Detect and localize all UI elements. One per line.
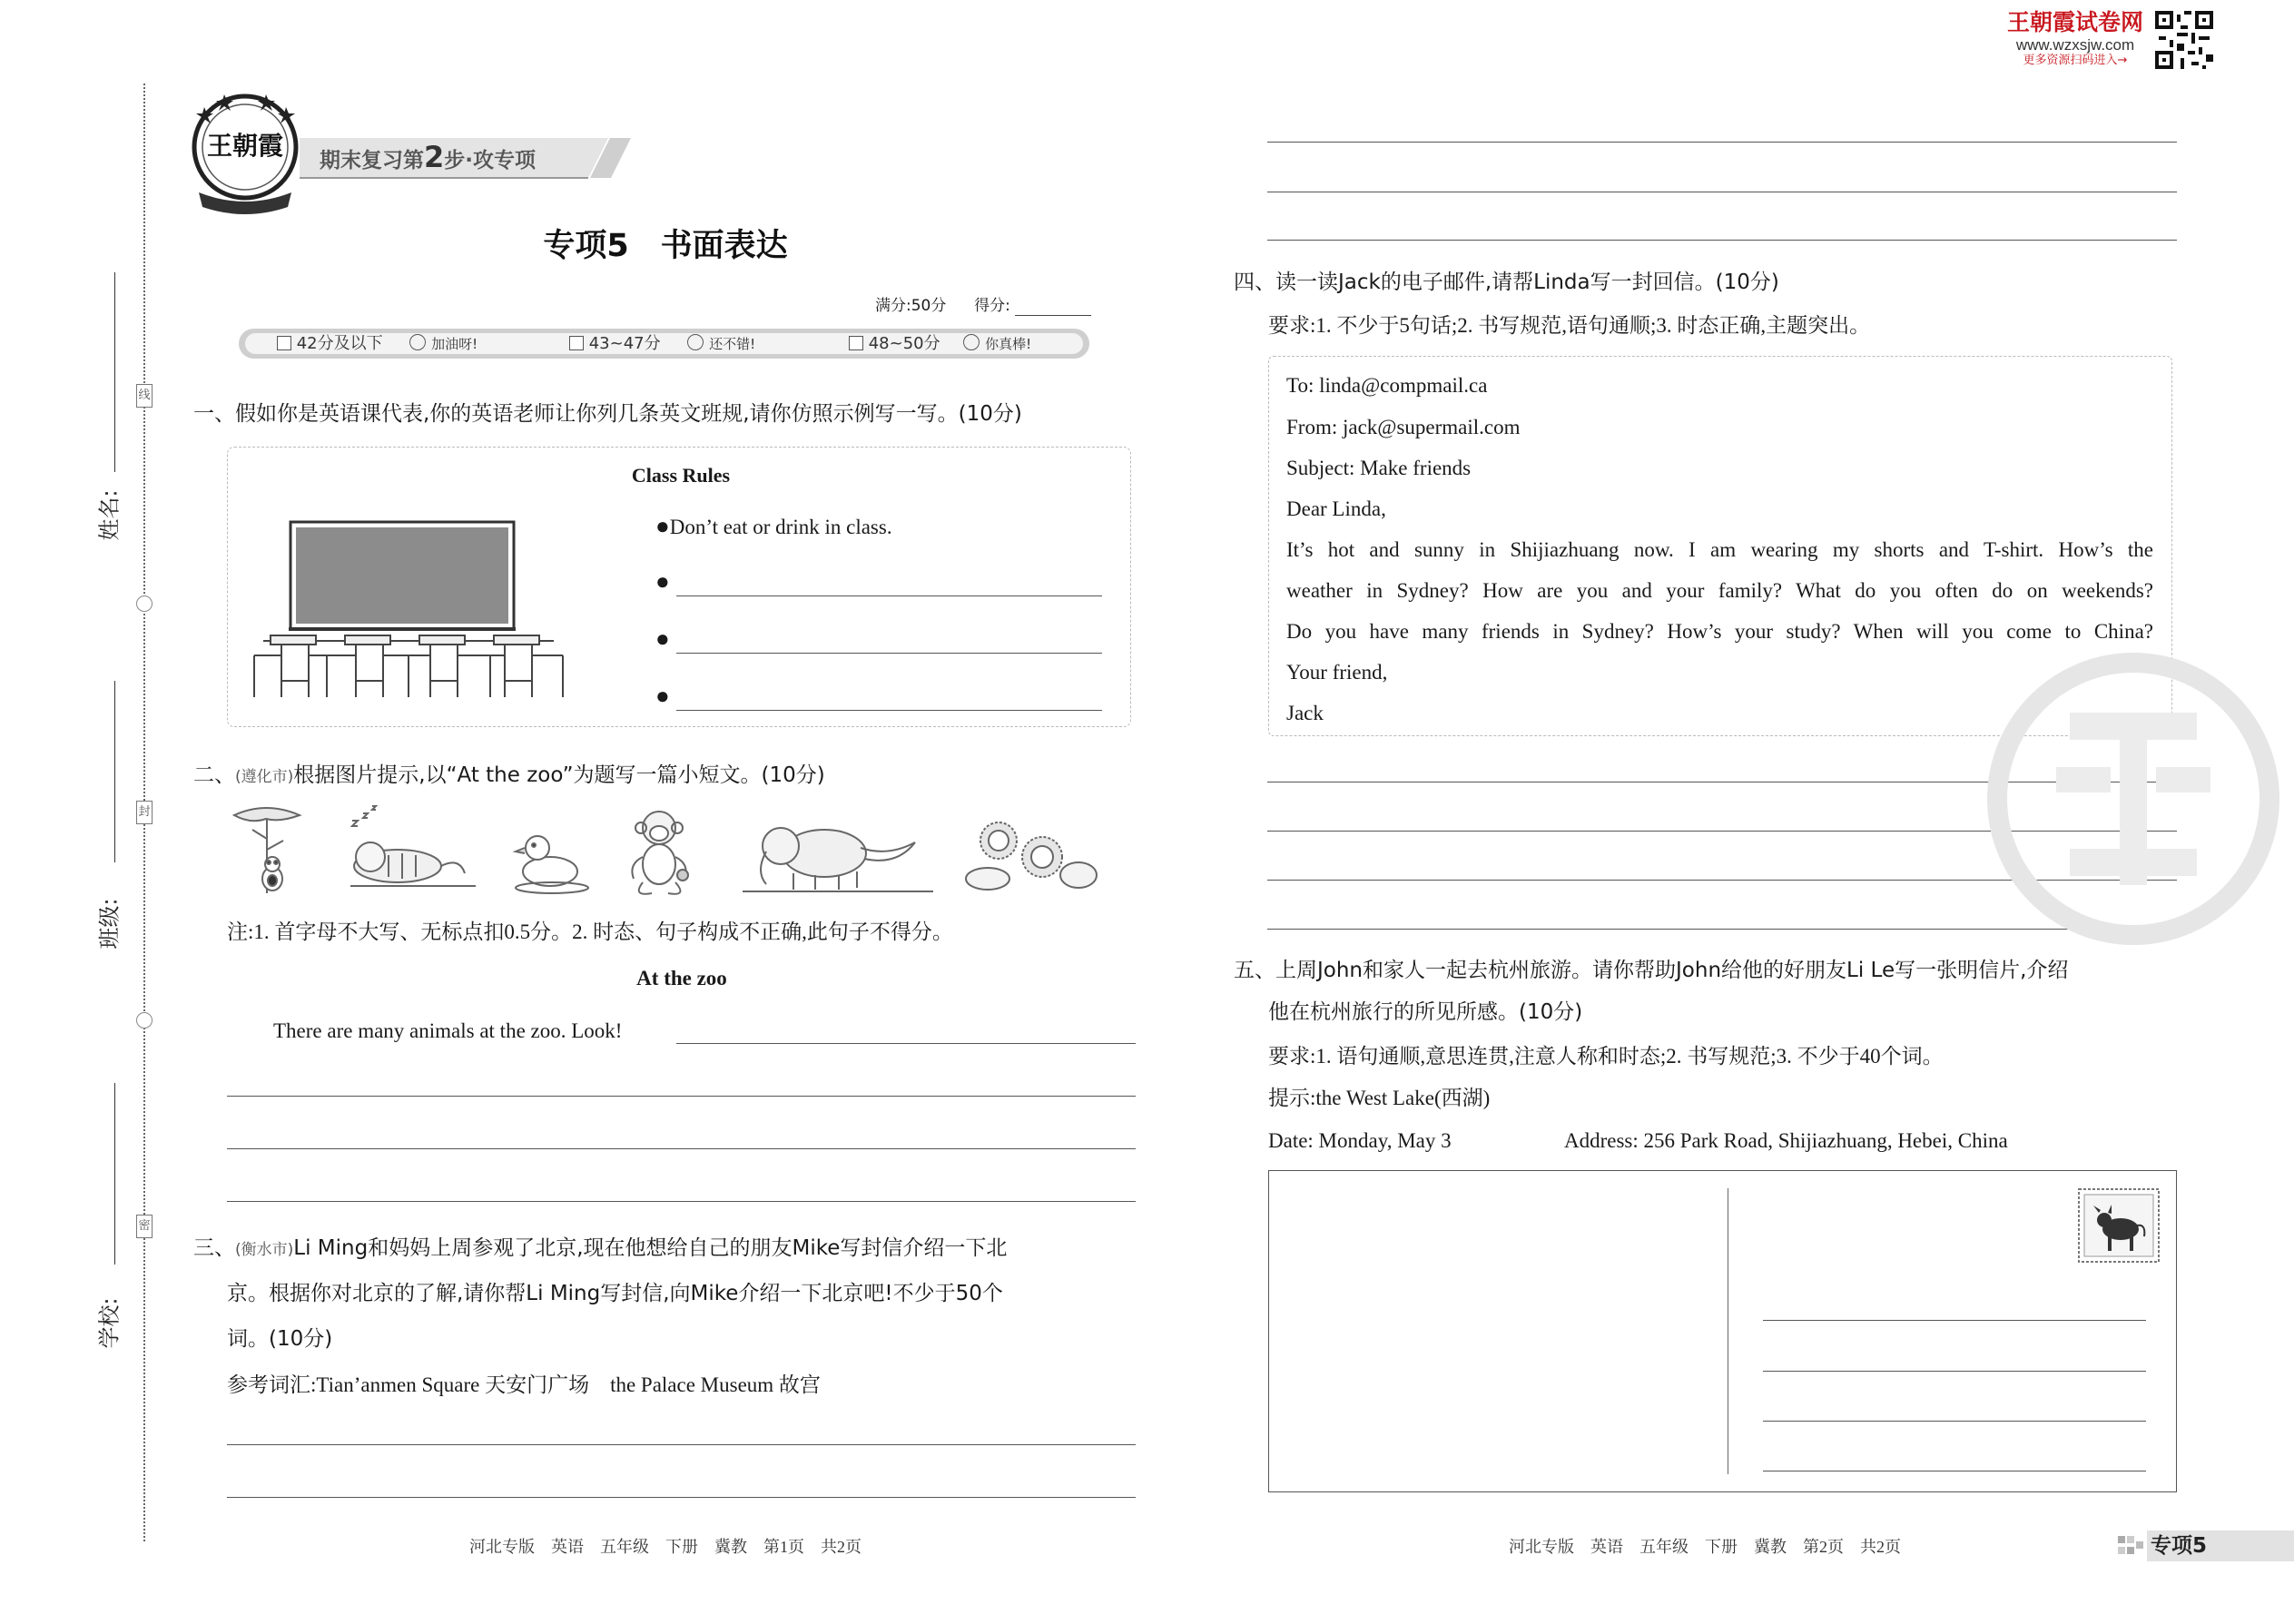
site-tagline: 更多资源扫码进入→ <box>2023 54 2128 67</box>
footer-right: 河北专版 英语 五年级 下册 冀教 第2页 共2页 <box>1509 1538 1901 1556</box>
smiley-icon <box>409 334 426 350</box>
classroom-illustration <box>245 519 572 701</box>
email-body-line: It’s hot and sunny in Shijiazhuang now. I am wearing my shorts and T-shirt. How’s the <box>1286 538 2153 561</box>
class-label: 班级: <box>96 898 123 950</box>
section2-instruction: 根据图片提示,以“At the zoo”为题写一篇小短文。(10分) <box>293 763 825 787</box>
section-number: 三、 <box>193 1236 235 1260</box>
score-level-comment: 你真棒! <box>985 336 1032 352</box>
section4-header: 四、读一读Jack的电子邮件,请帮Linda写一封回信。(10分) <box>1234 271 1779 294</box>
postcard-date: Date: Monday, May 3 <box>1268 1129 1452 1152</box>
score-blank <box>1015 302 1091 316</box>
class-underline <box>114 681 115 862</box>
binding-hole-icon <box>136 595 153 612</box>
score-level-comment: 还不错! <box>709 336 756 352</box>
class-rules-title: Class Rules <box>631 464 731 487</box>
essay-start: There are many animals at the zoo. Look! <box>273 1019 623 1042</box>
banner-text-pre: 期末复习第 <box>320 149 424 172</box>
section5-requirements: 要求:1. 语句通顺,意思连贯,注意人称和时态;2. 书写规范;3. 不少于40个词。 <box>1268 1045 1944 1068</box>
full-score: 满分:50分 <box>875 297 947 315</box>
desks-icon <box>254 635 563 697</box>
email-to: To: linda@compmail.ca <box>1286 374 1488 397</box>
score-level-range: 48~50分 <box>868 334 940 353</box>
email-body-line: weather in Sydney? How are you and your family? What do you often do on weekends? <box>1286 579 2153 602</box>
essay-title: At the zoo <box>636 967 727 989</box>
section-tab <box>2114 1530 2294 1561</box>
name-label: 姓名: <box>96 489 123 541</box>
binding-mark-xian: 线 <box>136 384 153 408</box>
writing-line <box>227 1497 1136 1498</box>
score-level-range: 43~47分 <box>588 334 661 353</box>
score-level-range: 42分及以下 <box>296 334 383 353</box>
postcard-box <box>1268 1170 2177 1492</box>
writing-line <box>676 595 1102 596</box>
writing-line <box>227 1148 1136 1149</box>
bullet-icon: ● <box>655 513 670 539</box>
qr-code-icon <box>2155 11 2213 69</box>
section1-header: 一、假如你是英语课代表,你的英语老师让你列几条英文班规,请你仿照示例写一写。(10分) <box>193 402 1022 426</box>
smiley-icon <box>687 334 704 350</box>
bullet-icon: ● <box>655 683 670 709</box>
panda-tree-icon <box>234 808 300 893</box>
rule-example-text: Don’t eat or drink in class. <box>669 516 892 538</box>
site-logo <box>1997 9 2153 71</box>
section5-header-line2: 他在杭州旅行的所见所感。(10分) <box>1268 1000 1583 1024</box>
name-underline <box>114 272 115 472</box>
checkbox-icon <box>849 336 863 350</box>
bullet-icon: ● <box>655 625 670 652</box>
email-from: From: jack@supermail.com <box>1286 416 1521 438</box>
footer-left: 河北专版 英语 五年级 下册 冀教 第1页 共2页 <box>469 1538 861 1556</box>
banner <box>300 136 631 180</box>
section2-note: 注:1. 首字母不大写、无标点扣0.5分。2. 时态、句子构成不正确,此句子不得分。 <box>227 920 953 943</box>
region-tag: (遵化市) <box>235 768 294 786</box>
tab-pattern-icon <box>2114 1530 2147 1561</box>
monkey-icon <box>632 812 688 894</box>
region-tag: (衡水市) <box>235 1241 294 1259</box>
email-greeting: Dear Linda, <box>1286 497 1386 520</box>
brand-logo <box>186 91 304 218</box>
school-label: 学校: <box>96 1297 123 1349</box>
duck-icon <box>516 836 588 893</box>
tab-label: 专项5 <box>2151 1534 2208 1558</box>
banner-text-post: 步·攻专项 <box>444 149 537 172</box>
section5-header-line1: 五、上周John和家人一起去杭州旅游。请你帮助John给他的好朋友Li Le写一张明信片,介绍 <box>1234 959 2069 982</box>
score-level-1 <box>277 331 478 357</box>
section3-header-line1 <box>193 1235 1007 1263</box>
rule-item <box>655 514 892 540</box>
score-level-comment: 加油呀! <box>431 336 478 352</box>
writing-line <box>227 1096 1136 1097</box>
score-level-2 <box>569 331 755 357</box>
banner-step-number: 2 <box>424 140 445 174</box>
checkbox-icon <box>569 336 584 350</box>
section3-header-line2: 京。根据你对北京的了解,请你帮Li Ming写封信,向Mike介绍一下北京吧!不少于50个 <box>227 1282 1003 1305</box>
section3-vocab: 参考词汇:Tian’anmen Square 天安门广场 the Palace Museum 故宫 <box>227 1373 821 1396</box>
section5-hint: 提示:the West Lake(西湖) <box>1268 1087 1491 1109</box>
site-url: www.wzxsjw.com <box>2015 36 2135 54</box>
lions-icon <box>966 822 1097 890</box>
writing-line <box>1267 240 2177 241</box>
writing-line <box>676 653 1102 654</box>
email-signature: Jack <box>1286 702 1324 724</box>
email-subject: Subject: Make friends <box>1286 457 1472 479</box>
blackboard-icon <box>289 522 516 629</box>
score-label: 得分: <box>974 297 1010 315</box>
zoo-animals-illustration <box>225 802 1098 901</box>
section-number: 二、 <box>193 763 235 787</box>
bullet-icon: ● <box>655 568 670 595</box>
tiger-icon <box>350 806 476 886</box>
address-line <box>1763 1371 2146 1372</box>
writing-line <box>1267 142 2177 143</box>
banner-text <box>320 140 537 174</box>
elephant-icon <box>743 828 933 891</box>
binding-hole-icon <box>136 1012 153 1029</box>
section3-text-line1: Li Ming和妈妈上周参观了北京,现在他想给自己的朋友Mike写封信介绍一下北 <box>293 1236 1008 1260</box>
address-line <box>1763 1320 2146 1321</box>
writing-line <box>227 1201 1136 1202</box>
checkbox-icon <box>277 336 291 350</box>
school-underline <box>114 1083 115 1265</box>
stamp-icon <box>2077 1187 2161 1264</box>
section3-header-line3: 词。(10分) <box>227 1327 333 1351</box>
writing-line <box>676 710 1102 711</box>
email-body-line: Do you have many friends in Sydney? How’s your study? When will you come to China? <box>1286 620 2153 643</box>
postcard-address: Address: 256 Park Road, Shijiazhuang, Hebei, China <box>1564 1129 2008 1152</box>
brand-logo-text: 王朝霞 <box>206 131 283 161</box>
binding-mark-mi: 密 <box>136 1215 153 1238</box>
writing-line <box>227 1444 1136 1445</box>
section4-requirements: 要求:1. 不少于5句话;2. 书写规范,语句通顺;3. 时态正确,主题突出。 <box>1268 314 1871 337</box>
watermark-seal-icon <box>1984 649 2283 949</box>
writing-line <box>676 1043 1136 1044</box>
score-bar <box>239 329 1089 359</box>
site-name: 王朝霞试卷网 <box>2006 9 2143 35</box>
score-line <box>875 296 1091 316</box>
binding-mark-feng: 封 <box>136 801 153 824</box>
section2-header <box>193 763 825 790</box>
email-closing: Your friend, <box>1286 661 1388 684</box>
page-title: 专项5 书面表达 <box>543 228 788 264</box>
score-level-3 <box>849 331 1031 357</box>
smiley-icon <box>963 334 980 350</box>
address-line <box>1763 1421 2146 1422</box>
